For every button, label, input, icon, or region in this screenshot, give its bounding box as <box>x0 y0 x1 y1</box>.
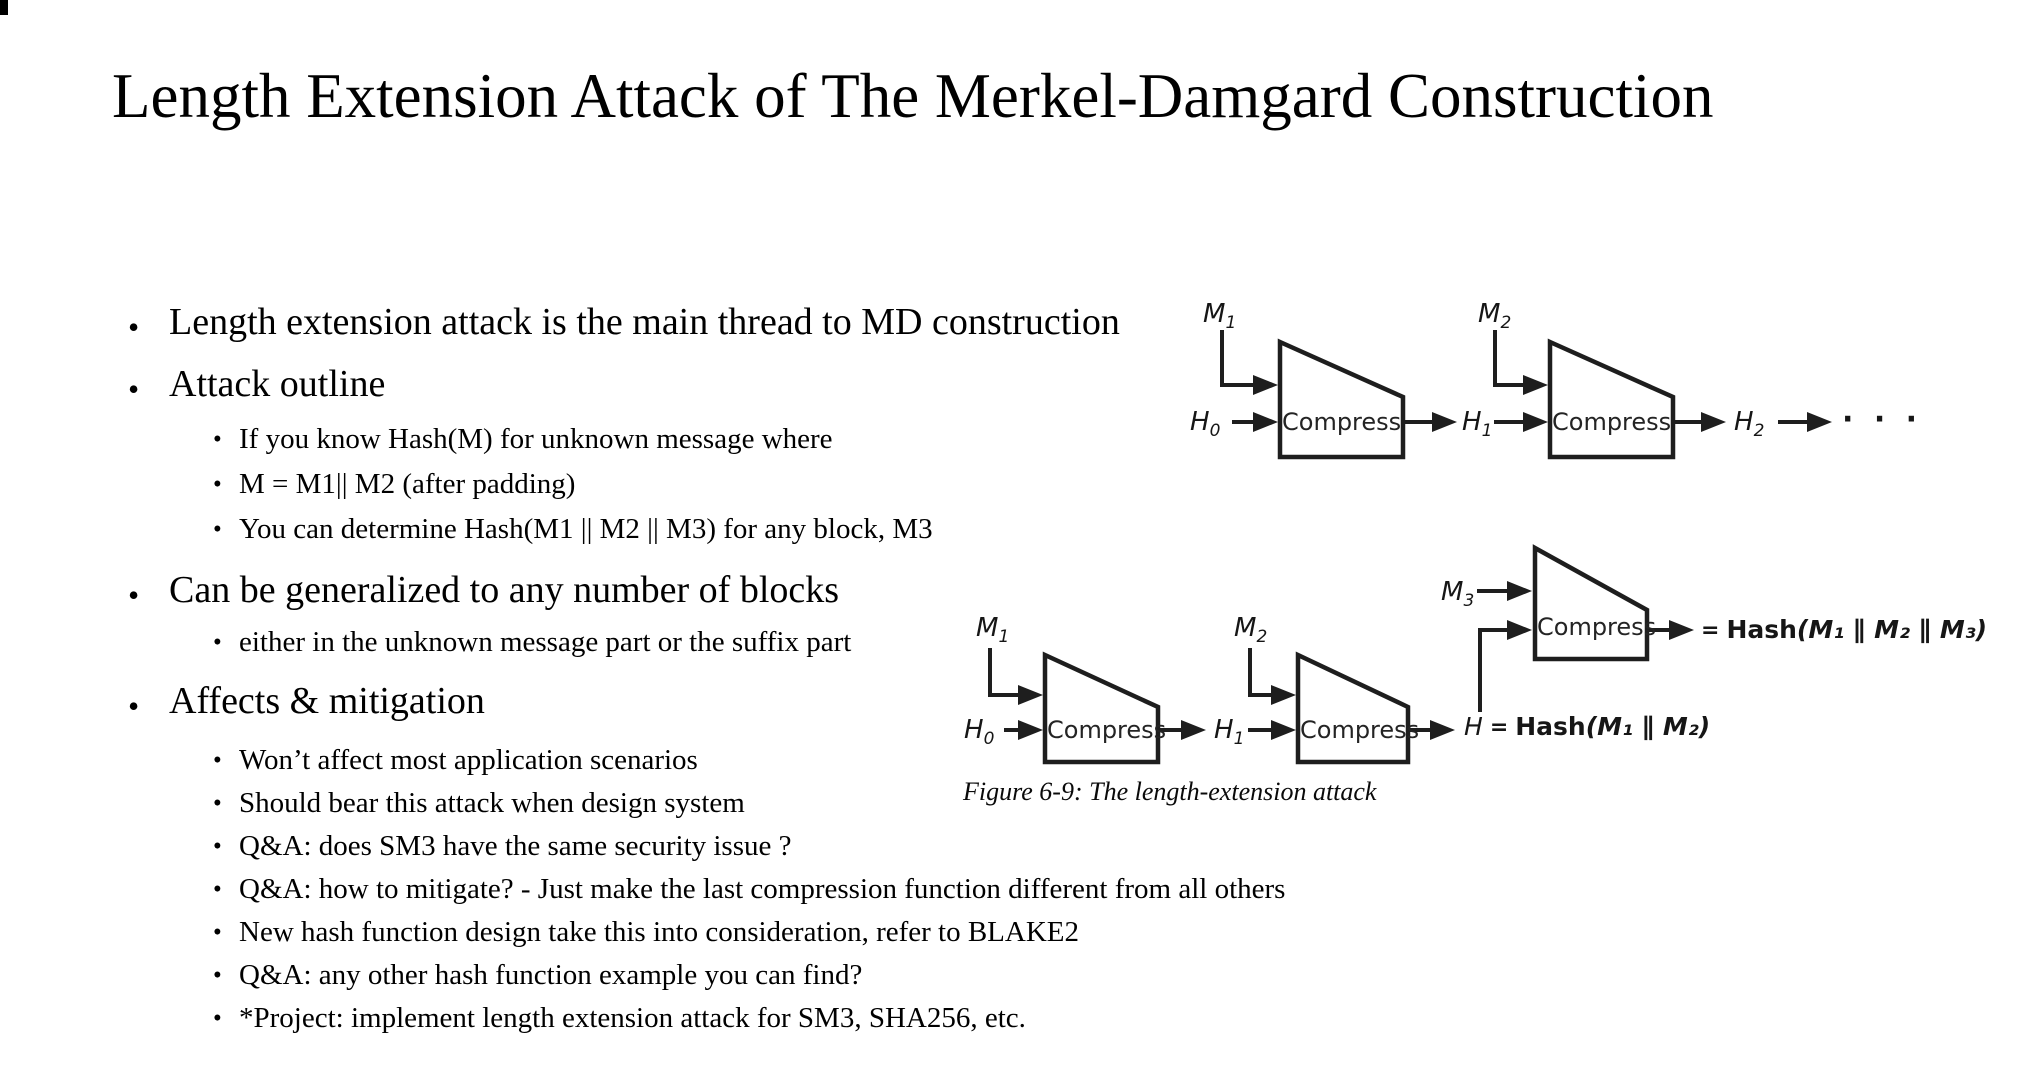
arrowhead-icon <box>1507 581 1532 601</box>
m2-label: $M_2$ <box>1234 613 1268 648</box>
m1-label: $M_1$ <box>976 613 1010 648</box>
hash-equation-out <box>1701 615 1987 646</box>
bullet-subitem: • New hash function design take this into consideration, refer to BLAKE2 <box>213 914 1079 950</box>
arrowhead-icon <box>1701 412 1726 432</box>
h1-label: $H_1$ <box>1214 715 1245 750</box>
compress-label: Compress <box>1047 716 1167 744</box>
bullet-subitem: • Q&A: any other hash function example you can find? <box>213 957 862 993</box>
hash-function-name: Hash <box>1726 615 1797 644</box>
slide-title: Length Extension Attack of The Merkel-Damgard Construction <box>112 61 1714 131</box>
hash-equation-mid <box>1464 712 1710 743</box>
arrowhead-icon <box>1430 720 1455 740</box>
m2-input-wire <box>1250 648 1271 695</box>
arrowhead-icon <box>1807 412 1832 432</box>
h0-label: $H_0$ <box>1190 407 1221 442</box>
bullet-subitem: • If you know Hash(M) for unknown message where <box>213 421 833 457</box>
compress-label: Compress <box>1300 716 1420 744</box>
bullet-item: • Attack outline <box>128 361 385 407</box>
arrowhead-icon <box>1507 620 1532 640</box>
arrowhead-icon <box>1432 412 1457 432</box>
compress-block <box>1298 655 1420 762</box>
bullet-subitem: • M = M1|| M2 (after padding) <box>213 466 575 502</box>
arrowhead-icon <box>1181 720 1206 740</box>
bullet-subitem: • You can determine Hash(M1 || M2 || M3) for any block, M3 <box>213 511 933 547</box>
arrowhead-icon <box>1018 720 1043 740</box>
bullet-subitem: • Q&A: does SM3 have the same security issue ? <box>213 828 792 864</box>
compress-label: Compress <box>1282 408 1402 436</box>
compress-block <box>1550 342 1673 457</box>
arrowhead-icon <box>1669 620 1694 640</box>
arrowhead-icon <box>1253 375 1278 395</box>
m1-input-wire <box>990 648 1018 695</box>
m2-input-wire <box>1495 330 1523 385</box>
arrowhead-icon <box>1018 685 1043 705</box>
arrowhead-icon <box>1271 720 1296 740</box>
bullet-item: • Length extension attack is the main thread to MD construction <box>128 299 1120 345</box>
bullet-item: • Affects & mitigation <box>128 678 485 724</box>
arrowhead-icon <box>1523 412 1548 432</box>
hash-arguments: (M₁ ∥ M₂ ∥ M₃) <box>1796 615 1988 644</box>
m1-input-wire <box>1222 330 1253 385</box>
h-riser-wire <box>1480 630 1507 712</box>
compress-label: Compress <box>1537 613 1657 641</box>
compress-label: Compress <box>1552 408 1672 436</box>
m3-label: $M_3$ <box>1441 577 1475 612</box>
h2-label: $H_2$ <box>1734 407 1765 442</box>
bullet-subitem: • Should bear this attack when design system <box>213 785 745 821</box>
m2-label: $M_2$ <box>1478 299 1512 334</box>
arrowhead-icon <box>1253 412 1278 432</box>
equals-sign: = <box>1489 715 1509 740</box>
hash-arguments: (M₁ ∥ M₂) <box>1585 712 1711 741</box>
compress-block <box>1280 342 1403 457</box>
bullet-subitem: • either in the unknown message part or the suffix part <box>213 624 851 660</box>
h0-label: $H_0$ <box>964 715 995 750</box>
h1-label: $H_1$ <box>1462 407 1493 442</box>
compress-block <box>1045 655 1167 762</box>
equals-sign: = <box>1701 618 1720 643</box>
compress-block <box>1535 548 1657 659</box>
arrowhead-icon <box>1271 685 1296 705</box>
bullet-subitem: • *Project: implement length extension attack for SM3, SHA256, etc. <box>213 1000 1026 1036</box>
arrowhead-icon <box>1523 375 1548 395</box>
hash-function-name: Hash <box>1515 712 1586 741</box>
m1-label: $M_1$ <box>1203 299 1237 334</box>
h-variable: H <box>1464 712 1483 741</box>
chain-ellipsis: · · · <box>1842 402 1923 437</box>
bullet-subitem: • Won’t affect most application scenarios <box>213 742 698 778</box>
bullet-item: • Can be generalized to any number of blocks <box>128 567 839 613</box>
bullet-subitem: • Q&A: how to mitigate? - Just make the last compression function different from all others <box>213 871 1285 907</box>
figure-caption: Figure 6-9: The length-extension attack <box>963 777 1377 806</box>
